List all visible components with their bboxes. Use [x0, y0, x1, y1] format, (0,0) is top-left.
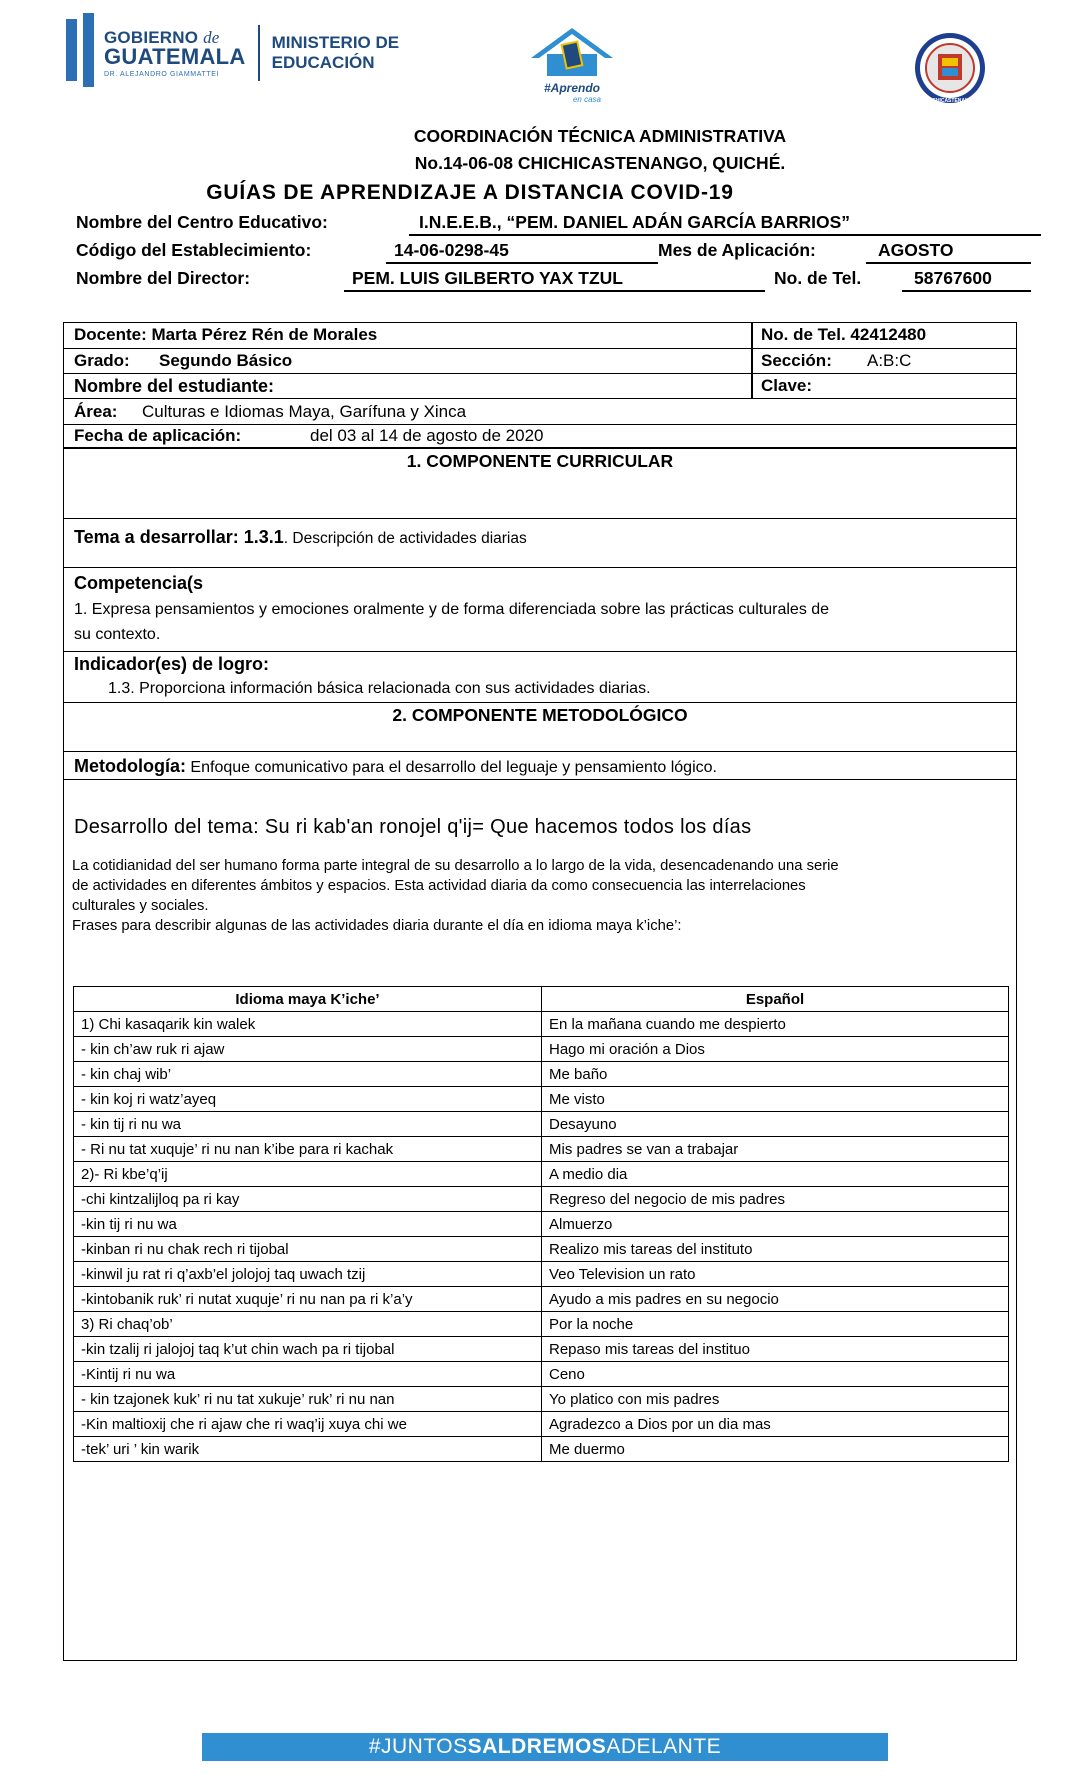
kiche-phrase: -kinban ri nu chak rech ri tijobal — [74, 1237, 542, 1262]
spanish-translation: Me baño — [542, 1062, 1009, 1087]
indicador-label: Indicador(es) de logro: — [74, 654, 270, 674]
kiche-phrase: - kin ch’aw ruk ri ajaw — [74, 1037, 542, 1062]
vocab-col-espanol: Español — [542, 987, 1009, 1012]
row-grado — [64, 349, 1016, 374]
gobierno-bars-icon — [66, 19, 94, 87]
school-crest-icon — [912, 28, 988, 108]
spanish-translation: Por la noche — [542, 1312, 1009, 1337]
fecha-value: del 03 al 14 de agosto de 2020 — [310, 426, 544, 445]
tema-label: Tema a desarrollar: 1.3.1 — [74, 527, 284, 547]
desarrollo-paragraph — [72, 856, 1004, 936]
grado-label: Grado: — [74, 351, 130, 370]
parrafo-line2: de actividades en diferentes ámbitos y espacios. Esta actividad diaria da como consecuencia las interrelaciones — [72, 878, 806, 894]
kiche-phrase: -Kin maltioxij che ri ajaw che ri waq’ij xuya chi we — [74, 1412, 542, 1437]
kiche-phrase: - Ri nu tat xuquje’ ri nu nan k’ibe para ri kachak — [74, 1137, 542, 1162]
spanish-translation: Me visto — [542, 1087, 1009, 1112]
area-label: Área: — [74, 402, 118, 421]
kiche-phrase: - kin koj ri watz’ayeq — [74, 1087, 542, 1112]
tel-value: 58767600 — [902, 268, 1031, 292]
table-row — [74, 1362, 1009, 1387]
spanish-translation: A medio dia — [542, 1162, 1009, 1187]
table-row — [74, 1137, 1009, 1162]
footer-banner — [202, 1733, 888, 1761]
mes-value: AGOSTO — [866, 240, 1031, 264]
spanish-translation: Ayudo a mis padres en su negocio — [542, 1287, 1009, 1312]
table-row — [74, 1087, 1009, 1112]
seccion-label: Sección: — [761, 351, 832, 370]
table-row — [74, 1212, 1009, 1237]
kiche-phrase: -tek’ uri ’ kin warik — [74, 1437, 542, 1462]
competencia-label: Competencia(s — [74, 573, 204, 593]
kiche-phrase: -Kintij ri nu wa — [74, 1362, 542, 1387]
row-docente — [64, 323, 1016, 349]
spanish-translation: Me duermo — [542, 1437, 1009, 1462]
table-row — [74, 1187, 1009, 1212]
spanish-translation: Ceno — [542, 1362, 1009, 1387]
kiche-phrase: -chi kintzalijloq pa ri kay — [74, 1187, 542, 1212]
estudiante-label: Nombre del estudiante: — [74, 376, 275, 396]
kiche-phrase: - kin chaj wib’ — [74, 1062, 542, 1087]
kiche-phrase: - kin tij ri nu wa — [74, 1112, 542, 1137]
aprendo-text: #Aprendo — [543, 81, 601, 95]
grado-value: Segundo Básico — [159, 351, 293, 370]
spanish-translation: Yo platico con mis padres — [542, 1387, 1009, 1412]
row-metodologia — [64, 752, 1016, 780]
header-numero: No.14-06-08 CHICHICASTENANGO, QUICHÉ. — [414, 153, 786, 173]
docente-tel: No. de Tel. 42412480 — [761, 325, 927, 344]
seccion-value: A:B:C — [867, 351, 912, 370]
desarrollo-title: Desarrollo del tema: Su ri kab'an ronojel q'ij= Que hacemos todos los días — [74, 816, 752, 838]
escudo-text: CHICHICASTENANGO — [923, 98, 977, 104]
codigo-label: Código del Establecimiento: — [76, 240, 312, 260]
vocab-col-kiche: Idioma maya K’iche’ — [74, 987, 542, 1012]
spanish-translation: Regreso del negocio de mis padres — [542, 1187, 1009, 1212]
table-row — [74, 1412, 1009, 1437]
kiche-phrase: -kinwil ju rat ri q’axb’el jolojoj taq uwach tzij — [74, 1262, 542, 1287]
row-tema — [64, 519, 1016, 568]
gobierno-de: de — [203, 27, 220, 47]
tema-value: . Descripción de actividades diarias — [283, 530, 527, 547]
svg-text:en casa: en casa — [572, 95, 602, 104]
table-row — [74, 1337, 1009, 1362]
footer-part1: #JUNTOS — [368, 1735, 468, 1758]
director-label: Nombre del Director: — [76, 268, 251, 288]
row-fecha-componente — [64, 425, 1016, 519]
mes-label: Mes de Aplicación: — [658, 240, 816, 260]
indicador-value: 1.3. Proporciona información básica relacionada con sus actividades diarias. — [108, 680, 651, 697]
table-row — [74, 1012, 1009, 1037]
tel-label: No. de Tel. — [774, 268, 862, 288]
ministerio-line1: MINISTERIO DE — [271, 32, 400, 52]
row-competencia — [64, 568, 1016, 652]
spanish-translation: Repaso mis tareas del instituo — [542, 1337, 1009, 1362]
frases-intro: Frases para describir algunas de las actividades diaria durante el día en idioma maya k’iche’: — [72, 918, 682, 934]
vocab-header-row — [74, 987, 1009, 1012]
gobierno-sub: DR. ALEJANDRO GIAMMATTEI — [104, 70, 220, 78]
componente-curricular: 1. COMPONENTE CURRICULAR — [406, 451, 674, 471]
metodologia-value: Enfoque comunicativo para el desarrollo del leguaje y pensamiento lógico. — [185, 759, 717, 776]
row-estudiante — [64, 374, 1016, 399]
parrafo-line3: culturales y sociales. — [72, 898, 209, 914]
docente-name: Docente: Marta Pérez Rén de Morales — [74, 325, 378, 344]
spanish-translation: Desayuno — [542, 1112, 1009, 1137]
header-coordinacion: COORDINACIÓN TÉCNICA ADMINISTRATIVA — [413, 126, 787, 146]
vocabulary-table — [73, 986, 1009, 1462]
gobierno-line1: GOBIERNO — [104, 27, 199, 47]
kiche-phrase: -kintobanik ruk’ ri nutat xuquje’ ri nu nan pa ri k’a’y — [74, 1287, 542, 1312]
table-row — [74, 1162, 1009, 1187]
director-value: PEM. LUIS GILBERTO YAX TZUL — [344, 268, 765, 292]
codigo-value: 14-06-0298-45 — [386, 240, 658, 264]
kiche-phrase: - kin tzajonek kuk’ ri nu tat xukuje’ ruk’ ri nu nan — [74, 1387, 542, 1412]
spanish-translation: Almuerzo — [542, 1212, 1009, 1237]
gobierno-line2: GUATEMALA — [104, 43, 246, 69]
kiche-phrase: 2)- Ri kbe’q’ij — [74, 1162, 542, 1187]
centro-value: I.N.E.E.B., “PEM. DANIEL ADÁN GARCÍA BARRIOS” — [409, 212, 1041, 236]
gobierno-logo — [66, 14, 399, 92]
table-row — [74, 1437, 1009, 1462]
page-title: GUÍAS DE APRENDIZAJE A DISTANCIA COVID-19 — [206, 181, 734, 204]
row-indicador — [64, 652, 1016, 703]
clave-label: Clave: — [761, 376, 813, 395]
metodologia-label: Metodología: — [74, 756, 186, 776]
spanish-translation: Mis padres se van a trabajar — [542, 1137, 1009, 1162]
aprendo-en-casa-logo — [527, 24, 617, 104]
competencia-line1: 1. Expresa pensamientos y emociones oralmente y de forma diferenciada sobre las prácticas culturales de — [74, 601, 830, 618]
table-row — [74, 1062, 1009, 1087]
logo-divider — [258, 25, 260, 81]
footer-part2: SALDREMOS — [467, 1735, 607, 1758]
ministerio-line2: EDUCACIÓN — [271, 53, 375, 72]
kiche-phrase: 3) Ri chaq’ob’ — [74, 1312, 542, 1337]
table-row — [74, 1237, 1009, 1262]
spanish-translation: Realizo mis tareas del instituto — [542, 1237, 1009, 1262]
row-area — [64, 399, 1016, 425]
area-value: Culturas e Idiomas Maya, Garífuna y Xinca — [142, 402, 467, 421]
spanish-translation: Agradezco a Dios por un dia mas — [542, 1412, 1009, 1437]
kiche-phrase: -kin tzalij ri jalojoj taq k’ut chin wach pa ri tijobal — [74, 1337, 542, 1362]
centro-label: Nombre del Centro Educativo: — [76, 212, 328, 232]
spanish-translation: Veo Television un rato — [542, 1262, 1009, 1287]
componente-metodologico: 2. COMPONENTE METODOLÓGICO — [392, 705, 688, 725]
table-row — [74, 1312, 1009, 1337]
row-componente2 — [64, 703, 1016, 752]
footer-part3: ADELANTE — [606, 1735, 722, 1758]
fecha-label: Fecha de aplicación: — [74, 426, 242, 445]
table-row — [74, 1037, 1009, 1062]
kiche-phrase: -kin tij ri nu wa — [74, 1212, 542, 1237]
table-row — [74, 1287, 1009, 1312]
spanish-translation: Hago mi oración a Dios — [542, 1037, 1009, 1062]
table-row — [74, 1112, 1009, 1137]
table-row — [74, 1262, 1009, 1287]
parrafo-line1: La cotidianidad del ser humano forma parte integral de su desarrollo a lo largo de la vida, desencadenando una serie — [72, 858, 839, 874]
kiche-phrase: 1) Chi kasaqarik kin walek — [74, 1012, 542, 1037]
spanish-translation: En la mañana cuando me despierto — [542, 1012, 1009, 1037]
table-row — [74, 1387, 1009, 1412]
competencia-line2: su contexto. — [74, 626, 161, 643]
